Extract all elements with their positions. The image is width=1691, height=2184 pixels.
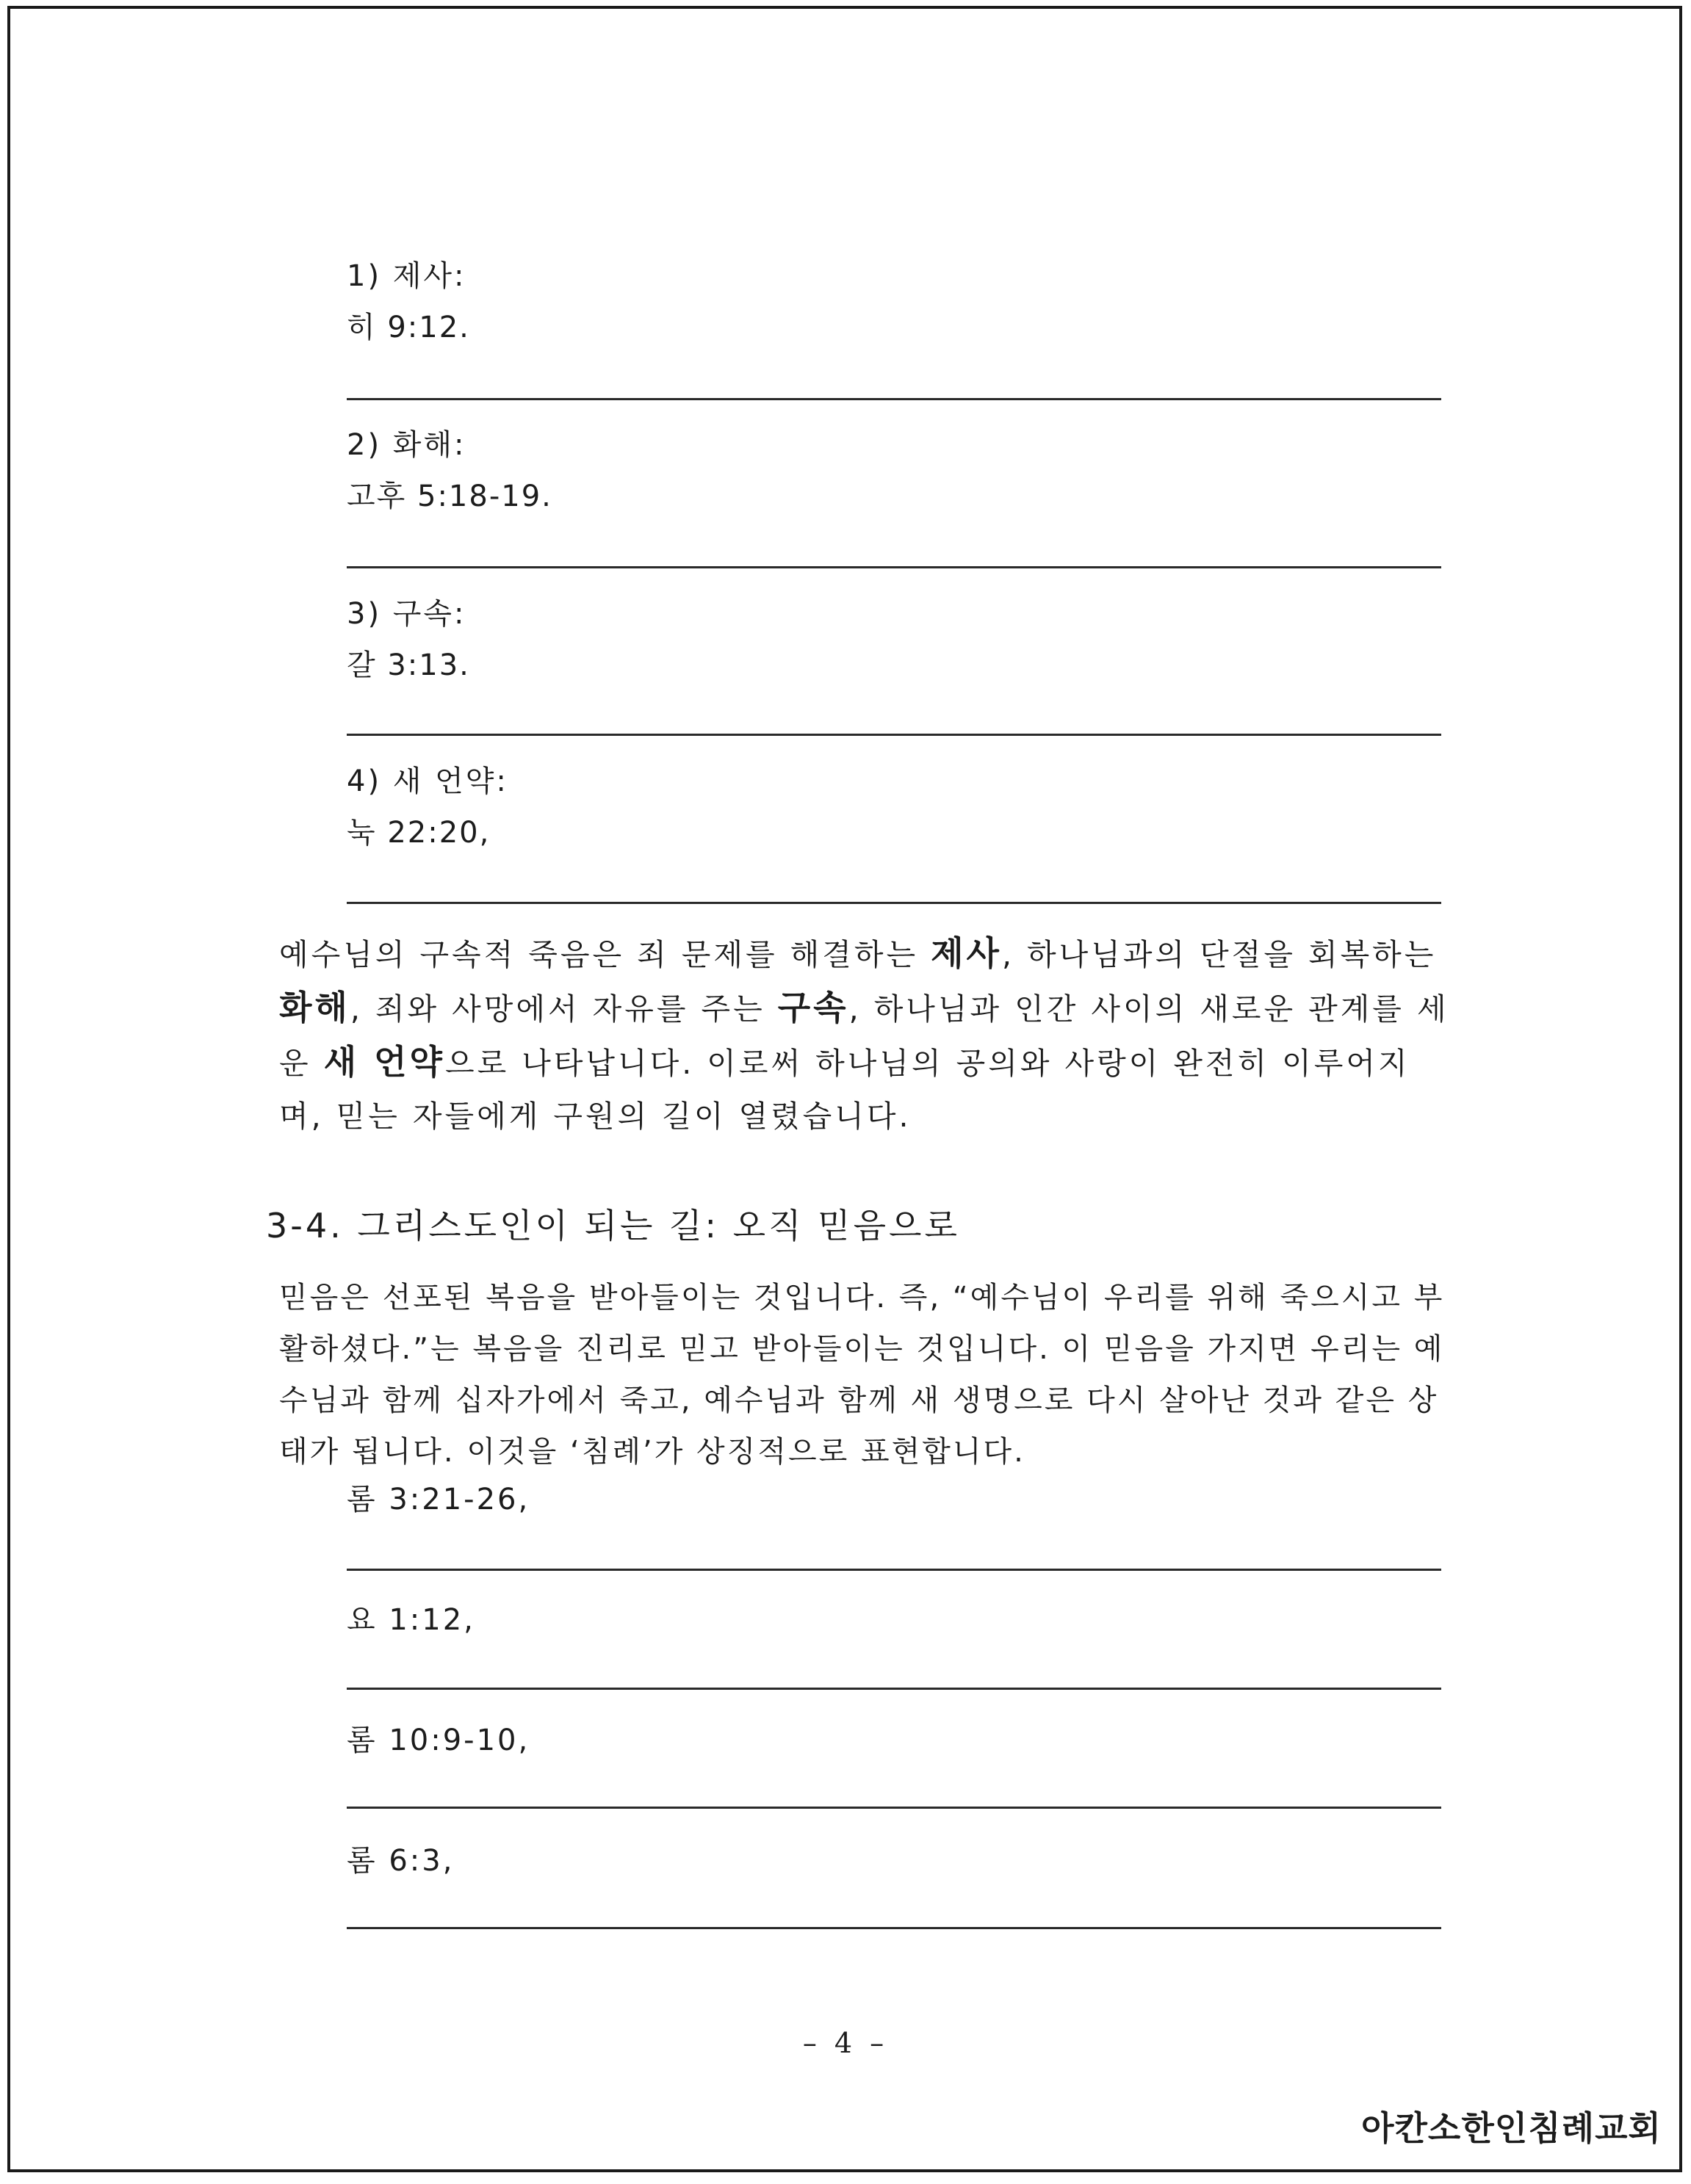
blank-label: 2) 화해: xyxy=(347,428,466,462)
blank-item-redemption xyxy=(347,599,1441,680)
verse-reference: 히 9:12. xyxy=(347,311,470,344)
summary-text: , 하나님과 인간 사이의 새로운 관계를 세운 xyxy=(279,991,1449,1081)
page-number: – 4 – xyxy=(802,2027,889,2059)
answer-line[interactable] xyxy=(347,1927,1441,1929)
verse-reference: 눅 22:20, xyxy=(347,816,491,850)
verse-reference: 롬 6:3, xyxy=(347,1844,455,1878)
term-sacrifice: 제사 xyxy=(931,933,1002,973)
blank-item-sacrifice xyxy=(347,261,1441,342)
answer-line[interactable] xyxy=(347,1807,1441,1809)
verse-reference: 요 1:12, xyxy=(347,1603,475,1637)
answer-line[interactable] xyxy=(347,398,1441,400)
term-reconciliation: 화해 xyxy=(279,988,350,1027)
term-redemption: 구속 xyxy=(777,988,849,1027)
blank-label: 4) 새 언약: xyxy=(347,764,508,798)
blank-item-reconciliation xyxy=(347,430,1441,511)
reference-item xyxy=(347,1605,1441,1635)
answer-line[interactable] xyxy=(347,734,1441,736)
summary-text: 으로 나타납니다. 이로써 하나님의 공의와 사랑이 완전히 이루어지며, 믿는 자들에게 구원의 길이 열렸습니다. xyxy=(279,1046,1410,1134)
verse-reference: 롬 3:21-26, xyxy=(347,1483,530,1516)
summary-paragraph xyxy=(279,927,1454,1143)
answer-line[interactable] xyxy=(347,1688,1441,1690)
summary-text: , 하나님과의 단절을 회복하는 xyxy=(1001,937,1437,972)
term-new-covenant: 새 언약 xyxy=(323,1042,445,1082)
verse-reference: 롬 10:9-10, xyxy=(347,1724,530,1757)
church-watermark: 아칸소한인침례교회 xyxy=(1361,2108,1662,2148)
section-heading: 3-4. 그리스도인이 되는 길: 오직 믿음으로 xyxy=(266,1206,960,1245)
summary-text: 예수님의 구속적 죽음은 죄 문제를 해결하는 xyxy=(279,937,931,972)
reference-item xyxy=(347,1485,1441,1514)
reference-item xyxy=(347,1846,1441,1876)
blank-item-new-covenant xyxy=(347,764,1441,850)
blank-label: 3) 구속: xyxy=(347,597,466,631)
answer-line[interactable] xyxy=(347,566,1441,568)
blank-label: 1) 제사: xyxy=(347,259,466,293)
summary-text: , 죄와 사망에서 자유를 주는 xyxy=(350,991,778,1027)
verse-reference: 갈 3:13. xyxy=(347,648,470,682)
answer-line[interactable] xyxy=(347,902,1441,904)
answer-line[interactable] xyxy=(347,1569,1441,1571)
verse-reference: 고후 5:18-19. xyxy=(347,480,552,513)
reference-item xyxy=(347,1726,1441,1755)
faith-paragraph: 믿음은 선포된 복음을 받아들이는 것입니다. 즉, “예수님이 우리를 위해 죽으시고 부활하셨다.”는 복음을 진리로 믿고 받아들이는 것입니다. 이 믿음을 가지면 우리는 예수님과 함께 십자가에서 죽고, 예수님과 함께 새 생명으로 다시 살아난 것과 같은 상태가 됩니다. 이것을 ‘침례’가 상징적으로 표현합니다. xyxy=(279,1281,1445,1469)
